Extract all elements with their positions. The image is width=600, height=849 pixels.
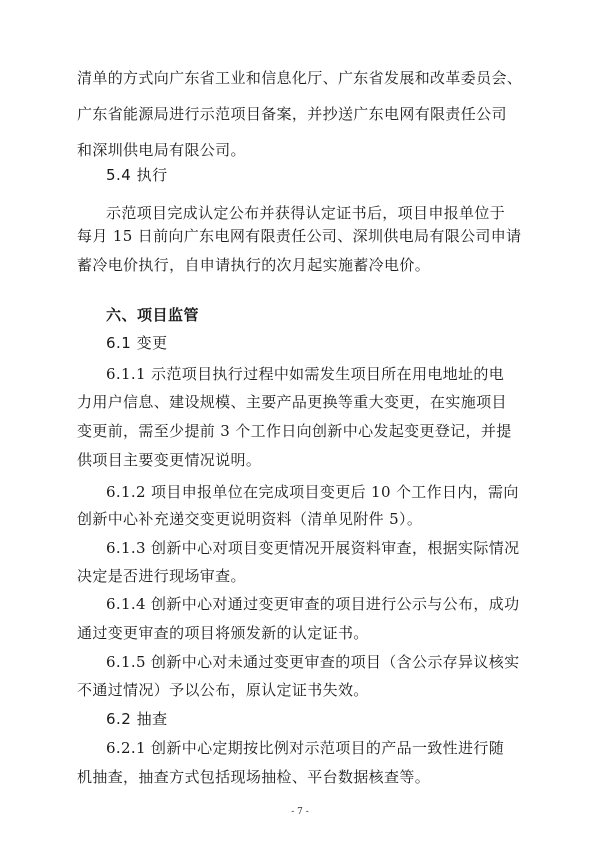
section-heading-6-1: 6.1 变更 bbox=[106, 334, 168, 352]
paragraph-line: 创新中心补充递交变更说明资料（清单见附件 5）。 bbox=[77, 510, 423, 528]
paragraph-line: 供项目主要变更情况说明。 bbox=[77, 451, 262, 469]
paragraph-line: 决定是否进行现场审查。 bbox=[77, 567, 246, 585]
paragraph-line: 不通过情况）予以公布，原认定证书失效。 bbox=[77, 681, 369, 699]
paragraph-line: 示范项目完成认定公布并获得认定证书后，项目申报单位于 bbox=[106, 204, 506, 222]
paragraph-line: 广东省能源局进行示范项目备案，并抄送广东电网有限责任公司 bbox=[77, 105, 507, 123]
chapter-heading-6: 六、项目监管 bbox=[106, 306, 200, 324]
section-heading-6-2: 6.2 抽查 bbox=[106, 710, 168, 728]
page-number: - 7 - bbox=[291, 807, 309, 817]
paragraph-line: 和深圳供电局有限公司。 bbox=[77, 141, 246, 159]
paragraph-line: 机抽查，抽查方式包括现场抽检、平台数据核查等。 bbox=[77, 768, 431, 786]
paragraph-line: 清单的方式向广东省工业和信息化厅、广东省发展和改革委员会、 bbox=[77, 69, 523, 87]
paragraph-line: 6.1.2 项目申报单位在完成项目变更后 10 个工作日内，需向 bbox=[106, 483, 519, 501]
paragraph-line: 蓄冷电价执行，自申请执行的次月起实施蓄冷电价。 bbox=[77, 256, 431, 274]
paragraph-line: 6.1.5 创新中心对未通过变更审查的项目（含公示存异议核实 bbox=[106, 653, 520, 671]
paragraph-line: 变更前，需至少提前 3 个工作日向创新中心发起变更登记，并提 bbox=[77, 422, 512, 440]
paragraph-line: 每月 15 日前向广东电网有限责任公司、深圳供电局有限公司申请 bbox=[77, 227, 522, 245]
section-heading-5-4: 5.4 执行 bbox=[106, 166, 168, 184]
paragraph-line: 6.1.4 创新中心对通过变更审查的项目进行公示与公布，成功 bbox=[106, 595, 520, 613]
paragraph-line: 6.2.1 创新中心定期按比例对示范项目的产品一致性进行随 bbox=[106, 739, 505, 757]
paragraph-line: 6.1.3 创新中心对项目变更情况开展资料审查，根据实际情况 bbox=[106, 539, 520, 557]
paragraph-line: 力用户信息、建设规模、主要产品更换等重大变更，在实施项目 bbox=[77, 393, 507, 411]
paragraph-line: 通过变更审查的项目将颁发新的认定证书。 bbox=[77, 624, 369, 642]
paragraph-line: 6.1.1 示范项目执行过程中如需发生项目所在用电地址的电 bbox=[106, 365, 505, 383]
